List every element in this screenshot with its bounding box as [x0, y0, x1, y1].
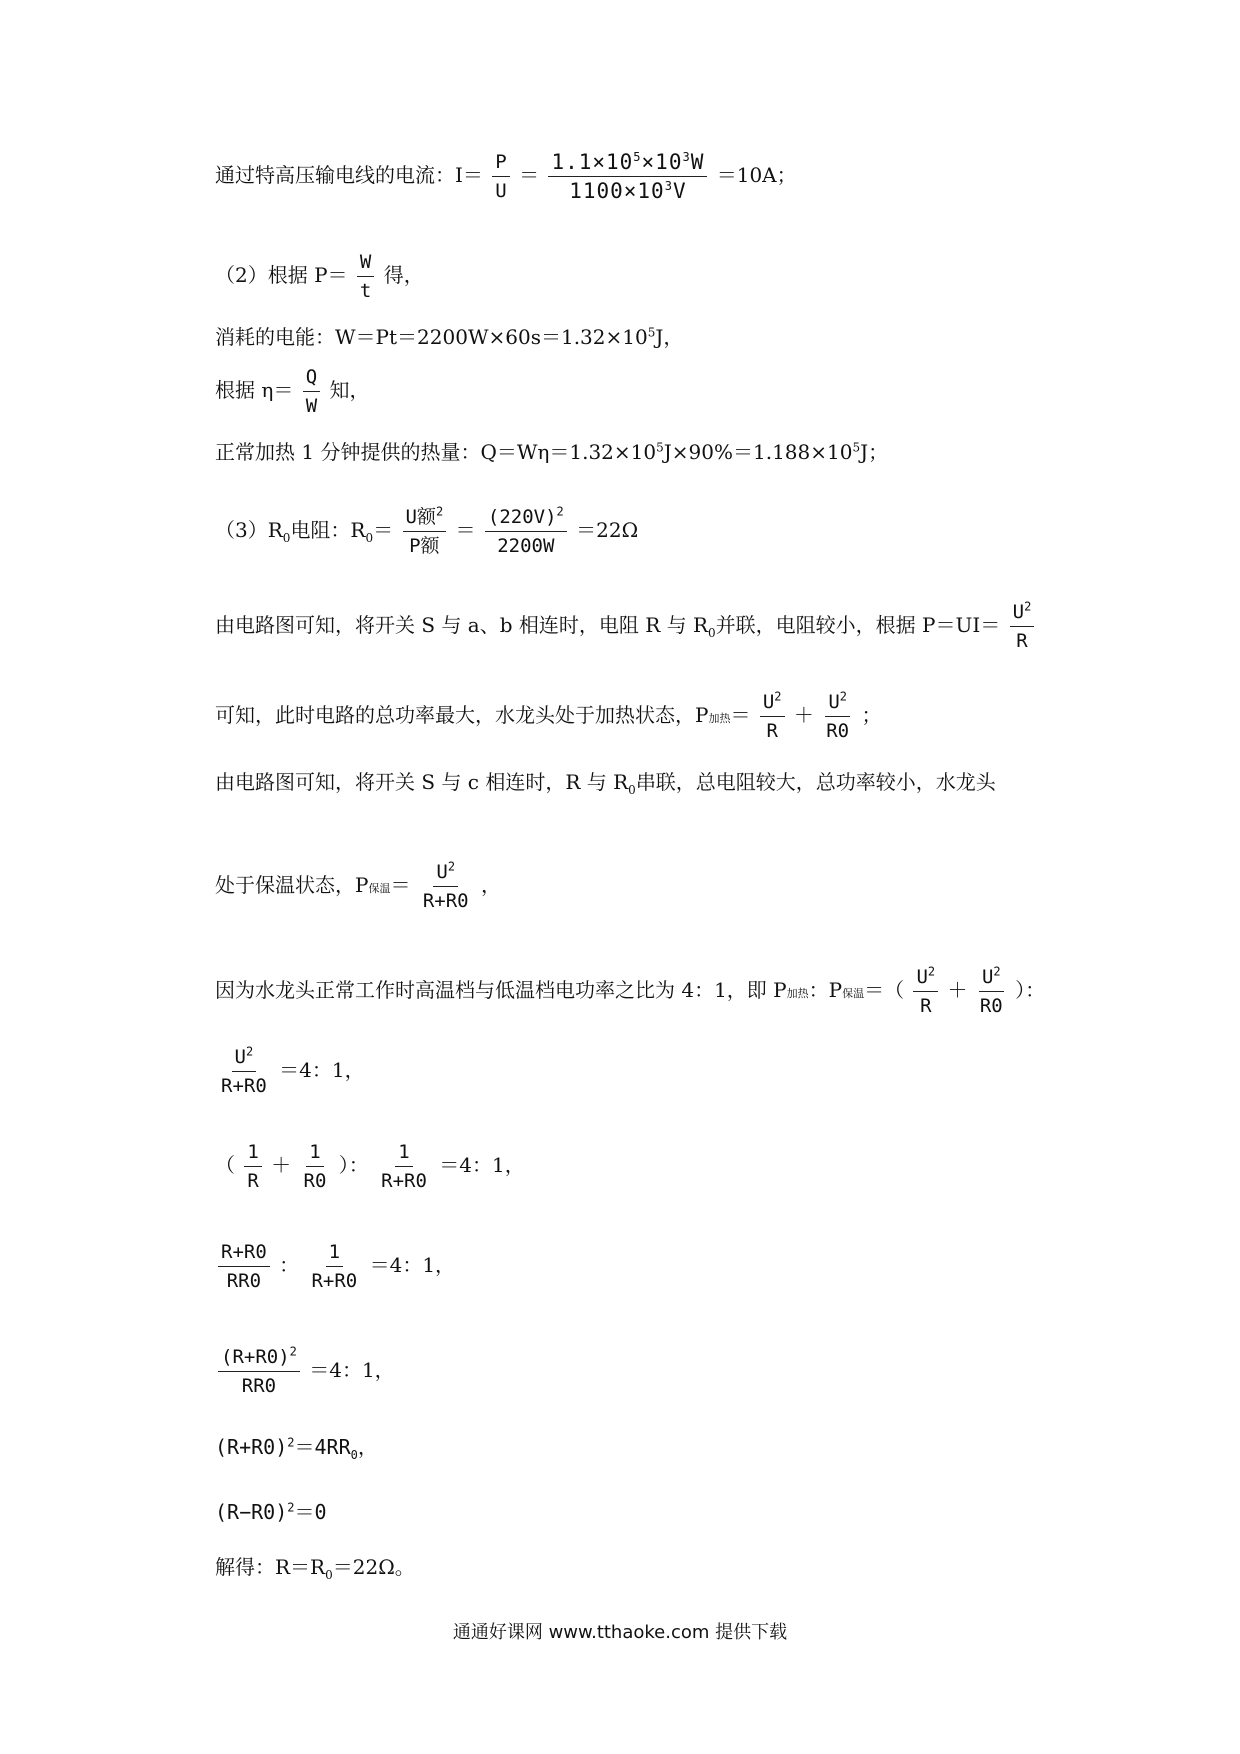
subscript: 0 [365, 531, 374, 545]
numerator [825, 690, 850, 717]
text: ＝（ [864, 978, 905, 1002]
denominator: R [247, 1170, 259, 1192]
fraction-u2-over-r [1010, 600, 1035, 653]
text: 因为水龙头正常工作时高温档与低温档电功率之比为 4：1，即 P [215, 978, 787, 1002]
denominator: RR0 [226, 1270, 262, 1292]
fraction-squared-over-rr0 [218, 1345, 300, 1398]
exponent: 2 [1024, 599, 1032, 614]
line-heating-power [215, 690, 881, 743]
text: 电阻：R [290, 518, 366, 542]
text: ×10 [641, 150, 683, 174]
line-ratio-step-2 [215, 1140, 525, 1193]
text: 1100×10 [569, 179, 665, 203]
text: J； [860, 440, 889, 464]
numerator [433, 860, 458, 887]
exponent: 2 [556, 504, 564, 519]
subscript: 0 [708, 626, 716, 640]
text: J， [655, 325, 684, 349]
text: U [436, 861, 448, 883]
denominator: t [359, 280, 372, 302]
text: 消耗的电能：W＝Pt＝2200W×60s＝1.32×10 [215, 325, 648, 349]
fraction-power-voltage [548, 150, 707, 203]
text: ， [357, 1435, 378, 1459]
fraction-q-over-w [303, 365, 320, 418]
text: (R+R0) [221, 1346, 290, 1368]
exponent: 2 [287, 1500, 295, 1515]
denominator: R [766, 720, 778, 742]
exponent: 2 [289, 1344, 297, 1359]
numerator [913, 965, 938, 992]
numerator [403, 505, 447, 532]
line-ratio-step-1 [215, 1045, 365, 1098]
text: ＝4：1， [369, 1253, 456, 1277]
exponent: 2 [927, 964, 936, 979]
page-footer: 通通好课网 www.tthaoke.com 提供下载 [452, 1622, 788, 1643]
subscript-label: 保温 [842, 987, 865, 1000]
exponent: 2 [774, 689, 782, 704]
denominator: U [495, 180, 507, 202]
fraction-1-over-r [244, 1140, 261, 1193]
denominator: P额 [409, 535, 440, 557]
exponent: 3 [664, 179, 673, 193]
text: U [234, 1046, 246, 1068]
denominator: R0 [979, 995, 1003, 1017]
fraction-u2-over-r [760, 690, 785, 743]
text: （ [215, 1153, 235, 1177]
exponent: 5 [647, 325, 656, 340]
text: ＝4：1， [439, 1153, 525, 1177]
denominator: RR0 [241, 1375, 277, 1397]
numerator: W [357, 250, 374, 277]
line-zero [215, 1500, 327, 1524]
text: J×90%＝1.188×10 [663, 440, 853, 464]
text: 得， [383, 263, 424, 287]
exponent: 5 [633, 150, 642, 164]
denominator: R [920, 995, 932, 1017]
line-efficiency [215, 365, 370, 418]
text: V [672, 179, 687, 203]
text: ＝ [390, 873, 411, 897]
text: ， [480, 873, 501, 897]
text: ＝ [373, 518, 394, 542]
text: 由电路图可知，将开关 S 与 a、b 相连时，电阻 R 与 R [215, 613, 709, 637]
denominator: R [1016, 630, 1028, 652]
fraction-u2-over-r-plus-r0 [218, 1045, 270, 1098]
line-power-ratio [215, 965, 1045, 1018]
text: 通过特高压输电线的电流：I＝ [215, 163, 483, 187]
text: 可知，此时电路的总功率最大，水龙头处于加热状态，P [215, 703, 709, 727]
text: ＋ [793, 703, 814, 727]
numerator [485, 505, 567, 532]
numerator: R+R0 [218, 1240, 270, 1267]
text: 并联，电阻较小，根据 P＝UI＝ [715, 613, 1001, 637]
numerator [760, 690, 785, 717]
line-solution [215, 1555, 415, 1582]
text: ＝4：1， [309, 1358, 395, 1382]
numerator: 1 [306, 1140, 323, 1167]
line-power-formula [215, 250, 424, 303]
text: ）： [338, 1153, 369, 1177]
denominator: R+R0 [381, 1170, 427, 1192]
fraction-u2-over-r0 [823, 690, 852, 743]
denominator: R0 [303, 1170, 327, 1192]
denominator: R+R0 [311, 1270, 358, 1292]
text: (220V) [487, 506, 557, 528]
numerator [979, 965, 1004, 992]
line-parallel [215, 600, 1037, 653]
text: 由电路图可知，将开关 S 与 c 相连时，R 与 R [215, 770, 629, 794]
subscript-label: 保温 [368, 882, 391, 895]
exponent: 2 [447, 859, 456, 874]
text: （3）R [215, 518, 283, 542]
text: ＝4：1， [279, 1058, 365, 1082]
text: U [762, 691, 775, 713]
text: 根据 η＝ [215, 378, 294, 402]
text: ）： [1015, 978, 1046, 1002]
fraction-u2-over-r [913, 965, 938, 1018]
text: ＝4RR [294, 1435, 351, 1459]
numerator: 1 [244, 1140, 261, 1167]
text: U [981, 966, 994, 988]
exponent: 2 [839, 689, 848, 704]
numerator [1010, 600, 1035, 627]
exponent: 2 [993, 964, 1001, 979]
subscript: 0 [628, 783, 636, 797]
text: ； [861, 703, 882, 727]
numerator: 1 [326, 1240, 343, 1267]
text: ＝10A； [716, 163, 797, 187]
numerator [218, 1345, 300, 1372]
text: ＝ [519, 163, 540, 187]
denominator: W [305, 395, 318, 417]
exponent: 5 [656, 440, 664, 455]
line-warm-power [215, 860, 501, 913]
text: 处于保温状态，P [215, 873, 369, 897]
fraction-w-over-t [357, 250, 374, 303]
text: 知， [329, 378, 370, 402]
text: 解得：R＝R [215, 1555, 326, 1579]
subscript: 0 [325, 1568, 333, 1582]
exponent: 2 [435, 504, 444, 519]
exponent: 3 [682, 150, 691, 164]
fraction-1-over-r0 [301, 1140, 330, 1193]
numerator: Q [303, 365, 320, 392]
text: U [1012, 601, 1025, 623]
exponent: 2 [245, 1044, 254, 1059]
numerator: 1 [395, 1140, 412, 1167]
subscript-label: 加热 [708, 712, 731, 725]
text: U [828, 691, 840, 713]
text: 串联，总电阻较大，总功率较小，水龙头 [635, 770, 996, 794]
denominator: R+R0 [422, 890, 469, 912]
text: （2）根据 P＝ [215, 263, 348, 287]
denominator: R+R0 [221, 1075, 267, 1097]
fraction-220v-over-2200w [485, 505, 567, 558]
numerator [232, 1045, 257, 1072]
subscript-label: 加热 [786, 987, 809, 1000]
fraction-1-over-r-plus-r0 [308, 1240, 360, 1293]
text: ＋ [947, 978, 968, 1002]
text: W [690, 150, 705, 174]
line-ratio-step-4 [215, 1345, 395, 1398]
fraction-u-rated-over-p-rated [403, 505, 447, 558]
text: ： [279, 1253, 300, 1277]
exponent: 2 [287, 1435, 295, 1450]
denominator: 2200W [497, 535, 555, 557]
text: ＝22Ω [576, 518, 639, 542]
line-current [215, 150, 797, 203]
line-series [215, 770, 996, 797]
text: ＝ [455, 518, 476, 542]
line-expanded [215, 1435, 378, 1462]
exponent: 5 [852, 440, 861, 455]
line-resistance-r0 [215, 505, 638, 558]
text: U额 [405, 506, 436, 528]
text: (R+R0) [215, 1435, 288, 1459]
text: ＋ [271, 1153, 292, 1177]
subscript: 0 [282, 531, 291, 545]
text: U [916, 966, 928, 988]
denominator [566, 177, 689, 203]
fraction-p-over-u [492, 150, 509, 203]
fraction-u2-over-r0 [977, 965, 1006, 1018]
text: 1.1×10 [551, 150, 634, 174]
text: ＝ [730, 703, 751, 727]
text: (R−R0) [215, 1500, 288, 1524]
text: ：P [808, 978, 843, 1002]
numerator [548, 150, 707, 177]
line-energy [215, 325, 683, 349]
fraction-r-plus-r0-over-rr0 [218, 1240, 270, 1293]
text: ＝22Ω。 [332, 1555, 415, 1579]
fraction-u2-over-r-plus-r0 [420, 860, 472, 913]
subscript: 0 [350, 1448, 358, 1462]
line-ratio-step-3 [215, 1240, 455, 1293]
text: 正常加热 1 分钟提供的热量：Q＝Wη＝1.32×10 [215, 440, 657, 464]
line-heat [215, 440, 888, 464]
numerator: P [492, 150, 509, 177]
fraction-1-over-r-plus-r0 [378, 1140, 430, 1193]
denominator: R0 [826, 720, 850, 742]
text: ＝0 [294, 1500, 327, 1524]
